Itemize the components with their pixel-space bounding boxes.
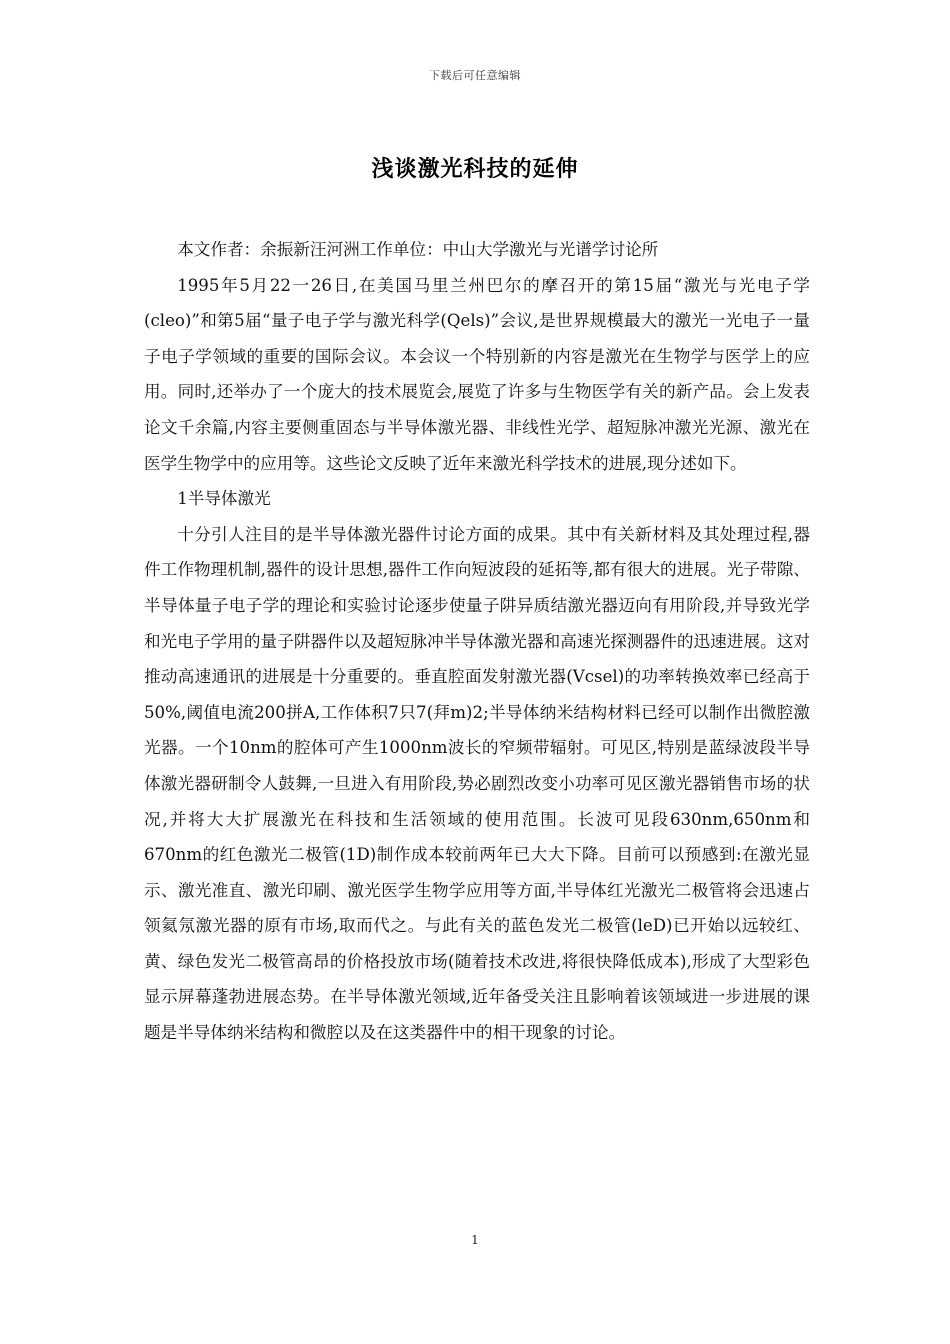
page-number: 1 [471, 1233, 479, 1247]
section-heading: 1半导体激光 [177, 489, 271, 509]
body-paragraph: 十分引人注目的是半导体激光器件讨论方面的成果。其中有关新材料及其处理过程,器件工作物理机制,器件的设计思想,器件工作向短波段的延拓等,都有很大的进展。光子带隙、半导体量子电子学的理论和实验讨论逐步使量子阱异质结激光器迈向有用阶段,并导致光学和光电子学用的量子阱器件以及超短脉冲半导体激光器和高速光探测器件的迅速进展。这对推动高速通讯的进展是十分重要的。垂直腔面发射激光器(Vcsel)的功率转换效率已经高于50%,阈值电流200拼A,工作体积7只7(拜m)2;半导体纳米结构材料已经可以制作出微腔激光器。一个10nm的腔体可产生1000nm波长的窄频带辐射。可见区,特别是蓝绿波段半导体激光器研制令人鼓舞,一旦进入有用阶段,势必剧烈改变小功率可见区激光器销售市场的状况,并将大大扩展激光在科技和生活领域的使用范围。长波可见段630nm,650nm和670nm的红色激光二极管(1D)制作成本较前两年已大大下降。目前可以预感到:在激光显示、激光准直、激光印刷、激光医学生物学应用等方面,半导体红光激光二极管将会迅速占领氦氖激光器的原有市场,取而代之。与此有关的蓝色发光二极管(leD)已开始以远较红、黄、绿色发光二极管高昂的价格投放市场(随着技术改进,将很快降低成本),形成了大型彩色显示屏幕蓬勃进展态势。在半导体激光领域,近年备受关注且影响着该领域进一步进展的课题是半导体纳米结构和微腔以及在这类器件中的相干现象的讨论。 [144, 524, 810, 1043]
document-title: 浅谈激光科技的延伸 [371, 157, 579, 182]
document-body [144, 232, 810, 1051]
author-line: 本文作者：余振新汪河洲工作单位：中山大学激光与光谱学讨论所 [177, 240, 659, 259]
body-paragraph: 1995年5月22一26日,在美国马里兰州巴尔的摩召开的第15届“激光与光电子学(cleo)”和第5届“量子电子学与激光科学(Qels)”会议,是世界规模最大的激光一光电子一量子电子学领域的重要的国际会议。本会议一个特别新的内容是激光在生物学与医学上的应用。同时,还举办了一个庞大的技术展览会,展览了许多与生物医学有关的新产品。会上发表论文千余篇,内容主要侧重固态与半导体激光器、非线性光学、超短脉冲激光光源、激光在医学生物学中的应用等。这些论文反映了近年来激光科学技术的进展,现分述如下。 [144, 275, 810, 473]
header-note: 下载后可任意编辑 [429, 69, 521, 82]
